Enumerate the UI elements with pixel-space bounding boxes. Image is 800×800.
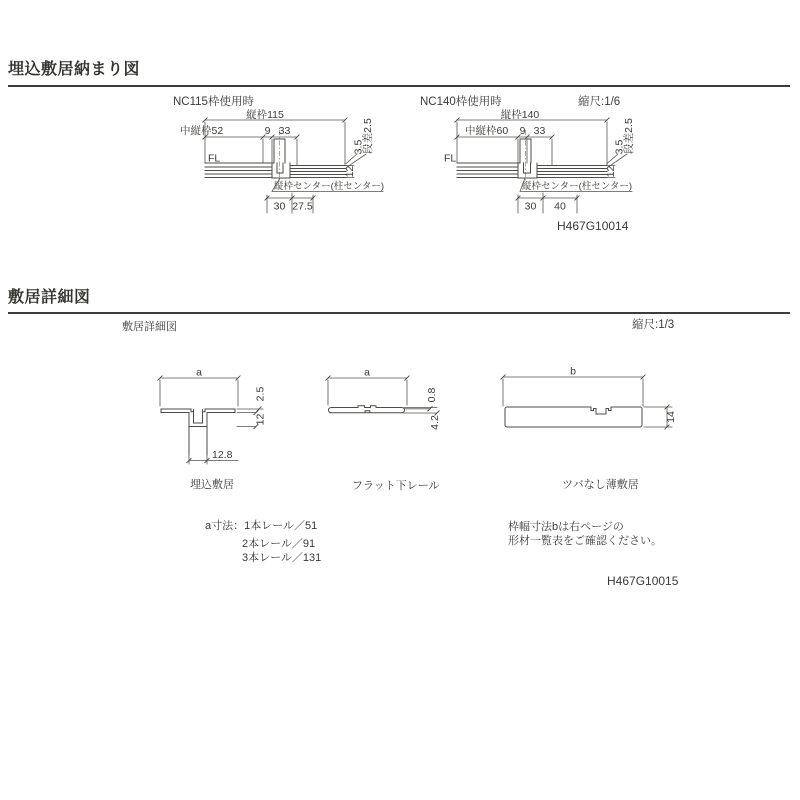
nc140-dim-40: 40 <box>554 200 566 213</box>
nc115-dim-30: 30 <box>273 200 286 213</box>
nc115-detail-drawing <box>160 92 395 227</box>
nc115-dim-step: 段差2.5 <box>362 118 374 154</box>
nc140-dim-33: 33 <box>533 125 546 137</box>
umekomi-dim-a: a <box>196 366 202 379</box>
nc115-title: NC115枠使用時 <box>173 96 254 108</box>
flat-rail-caption: フラット下レール <box>352 480 440 492</box>
nc140-dim-step: 段差2.5 <box>623 118 635 154</box>
note-a-line-1: a寸法：1本レール／51 <box>205 520 318 532</box>
section2-rule <box>8 312 790 314</box>
umekomi-dim-12-8: 12.8 <box>212 449 233 461</box>
nc140-dim-30: 30 <box>524 200 537 213</box>
flat-rail-profile-outline <box>328 406 404 413</box>
nc140-fl-label: FL <box>444 152 457 165</box>
nc140-dim-9: 9 <box>519 125 526 137</box>
flat-rail-dim-4-2: 4.2 <box>429 415 441 430</box>
nc115-dim-12: 12 <box>344 165 356 178</box>
tsubanashi-caption: ツバなし薄敷居 <box>562 479 639 491</box>
tsubanashi-profile-drawing <box>493 365 683 445</box>
doc-code-h467g10015: H467G10015 <box>607 574 679 588</box>
tsubanashi-dimension-ticks <box>501 375 669 429</box>
nc115-dim-33: 33 <box>278 125 291 137</box>
nc115-dim-9: 9 <box>264 125 271 137</box>
nc115-dim-frame-width: 縦枠115 <box>246 109 284 121</box>
nc140-object-lines <box>457 139 607 178</box>
flat-rail-dimension-ticks <box>326 376 439 415</box>
flat-rail-dim-0-8: 0.8 <box>426 387 438 403</box>
tsubanashi-body-outline <box>505 407 642 427</box>
note-a-line-3: 3本レール／131 <box>242 552 322 564</box>
nc115-dim-3-5: 3.5 <box>352 139 365 155</box>
nc140-center-note: 縦枠センター(柱センター) <box>522 181 633 192</box>
umekomi-profile-drawing <box>153 365 278 470</box>
tsubanashi-dim-b: b <box>570 365 576 378</box>
note-b-line-2: 形材一覧表をご確認ください。 <box>508 535 662 547</box>
note-a-line-2: 2本レール／91 <box>242 538 316 550</box>
nc140-dim-12: 12 <box>605 165 617 178</box>
nc140-title: NC140枠使用時 <box>420 96 502 108</box>
nc140-dim-mid-frame: 中縦枠60 <box>465 125 509 137</box>
nc115-fl-label: FL <box>208 152 221 165</box>
umekomi-dim-2-5: 2.5 <box>254 386 267 402</box>
section1-heading: 埋込敷居納まり図 <box>8 61 141 78</box>
scale-label-1-3: 縮尺:1/3 <box>632 319 675 331</box>
flat-rail-profile-drawing <box>325 365 445 470</box>
umekomi-caption: 埋込敷居 <box>190 479 234 491</box>
nc140-dim-3-5: 3.5 <box>613 139 626 155</box>
tsubanashi-dimension-lines <box>503 377 672 427</box>
nc115-center-note: 縦枠センター(柱センター) <box>274 181 385 192</box>
nc115-dim-27-5: 27.5 <box>292 200 313 213</box>
umekomi-dimension-ticks <box>158 376 261 463</box>
section1-rule <box>8 85 790 87</box>
flat-rail-dim-a: a <box>364 366 370 379</box>
nc115-object-lines <box>205 139 346 178</box>
nc115-dim-mid-frame: 中縦枠52 <box>180 125 224 137</box>
doc-code-h467g10014: H467G10014 <box>557 219 629 233</box>
section2-sub-label: 敷居詳細図 <box>122 321 177 333</box>
note-b-line-1: 枠幅寸法bは右ページの <box>508 521 624 533</box>
umekomi-dim-12: 12 <box>254 413 267 426</box>
tsubanashi-dim-14: 14 <box>665 411 677 423</box>
scale-label-1-6: 縮尺:1/6 <box>578 96 621 108</box>
nc140-dim-frame-width: 縦枠140 <box>500 109 540 121</box>
section2-heading: 敷居詳細図 <box>8 289 91 306</box>
nc140-detail-drawing <box>408 92 653 227</box>
